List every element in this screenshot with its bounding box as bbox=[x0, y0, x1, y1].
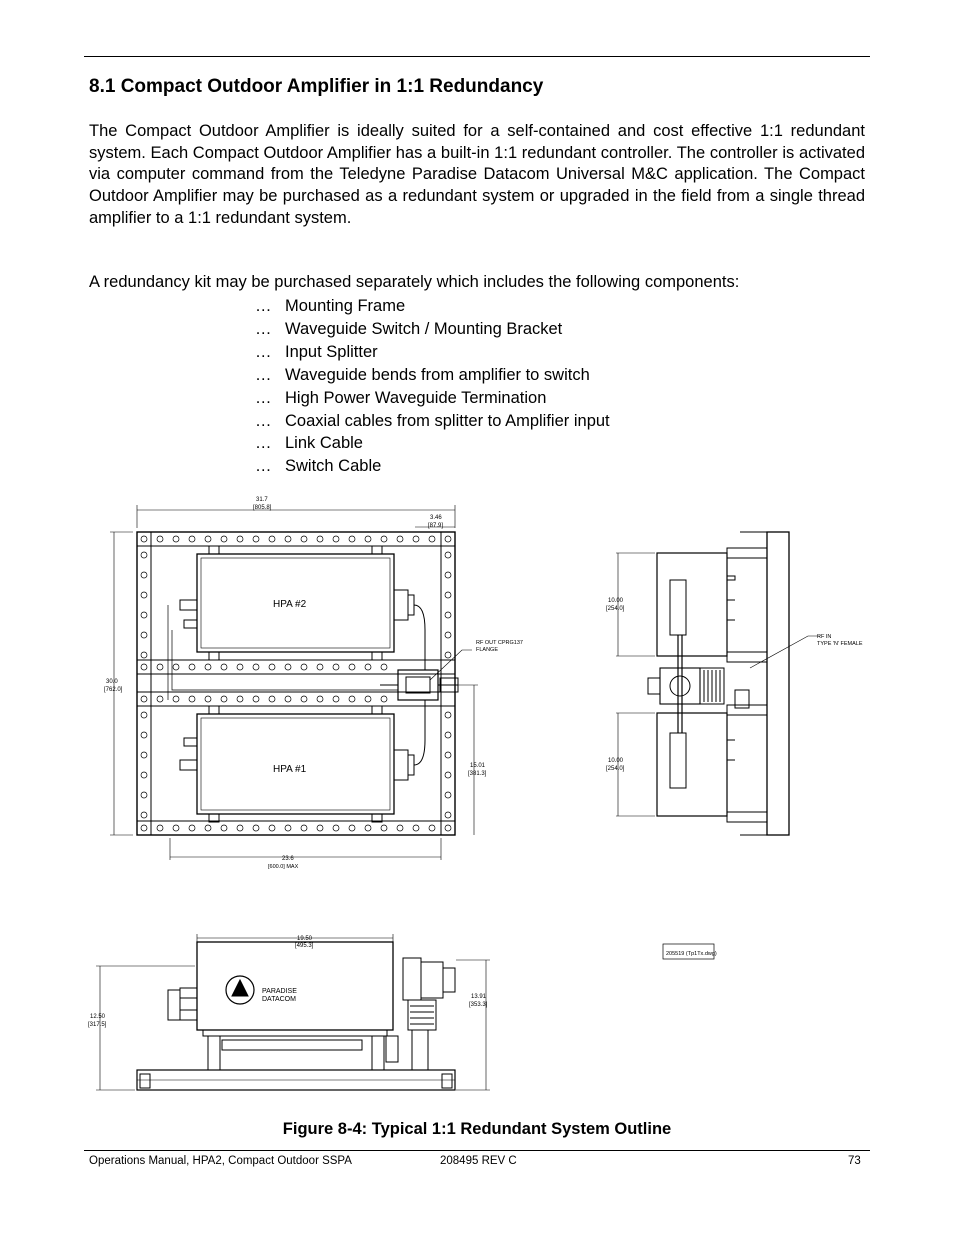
side-dim-bottom-mm: [254.0] bbox=[606, 766, 625, 772]
page-number: 73 bbox=[848, 1155, 861, 1167]
list-item: … Mounting Frame bbox=[255, 295, 610, 318]
list-item: … High Power Waveguide Termination bbox=[255, 387, 610, 410]
kit-intro-paragraph: A redundancy kit may be purchased separately which includes the following components: bbox=[89, 273, 740, 291]
footer-rule bbox=[84, 1150, 870, 1151]
dim-346-mm: [87.9] bbox=[428, 523, 444, 529]
section-title: 8.1 Compact Outdoor Amplifier in 1:1 Redundancy bbox=[89, 76, 544, 97]
flange-label: FLANGE bbox=[476, 647, 499, 653]
bullet-icon: … bbox=[255, 319, 272, 338]
side-dim-top: 10.00 bbox=[608, 598, 624, 604]
list-item: … Link Cable bbox=[255, 432, 610, 455]
side-dim-bottom: 10.00 bbox=[608, 758, 624, 764]
bullet-icon: … bbox=[255, 342, 272, 361]
dim-base-mm: [600.0] MAX bbox=[268, 864, 299, 870]
dim-base: 23.6 bbox=[282, 856, 294, 862]
rf-in-type-label: TYPE 'N' FEMALE bbox=[817, 641, 863, 647]
bullet-icon: … bbox=[255, 411, 272, 430]
bullet-icon: … bbox=[255, 457, 272, 476]
dim-1250-mm: [317.5] bbox=[88, 1022, 107, 1028]
dim-width-mm: [805.8] bbox=[253, 505, 272, 511]
list-item: … Input Splitter bbox=[255, 341, 610, 364]
list-item: … Waveguide bends from amplifier to switch bbox=[255, 364, 610, 387]
footer-left: Operations Manual, HPA2, Compact Outdoor SSPA bbox=[89, 1155, 352, 1167]
list-item: … Waveguide Switch / Mounting Bracket bbox=[255, 318, 610, 341]
drawing-ref-label: 205519 (Tp1Tx.dwg) bbox=[666, 951, 717, 957]
elevation-view bbox=[88, 934, 490, 1090]
logo-text-line1: PARADISE bbox=[262, 988, 297, 995]
dim-1250: 12.50 bbox=[90, 1014, 106, 1020]
dim-1950: 19.50 bbox=[297, 936, 313, 942]
figure-caption: Figure 8-4: Typical 1:1 Redundant System Outline bbox=[282, 1120, 672, 1138]
list-item: … Coaxial cables from splitter to Amplifier input bbox=[255, 410, 610, 433]
dim-1391: 13.91 bbox=[471, 994, 487, 1000]
front-view bbox=[104, 497, 523, 870]
dim-1391-mm: [353.3] bbox=[469, 1002, 488, 1008]
dim-height: 30.0 bbox=[106, 679, 118, 685]
rf-out-label: RF OUT CPRG137 bbox=[476, 640, 523, 646]
bullet-icon: … bbox=[255, 297, 272, 315]
rf-in-label: RF IN bbox=[817, 634, 832, 640]
footer-doc-number: 208495 REV C bbox=[440, 1155, 517, 1167]
dim-1501: 15.01 bbox=[470, 763, 486, 769]
dim-346: 3.46 bbox=[430, 515, 442, 521]
hpa2-label: HPA #2 bbox=[273, 599, 307, 610]
bullet-icon: … bbox=[255, 388, 272, 407]
side-view bbox=[606, 532, 863, 835]
side-dim-top-mm: [254.0] bbox=[606, 606, 625, 612]
list-item: … Switch Cable bbox=[255, 455, 610, 478]
intro-paragraph: The Compact Outdoor Amplifier is ideally suited for a self-contained and cost effective 1:1 redundant system. Each Compact Outdoor Amplifier has a built-in 1:1 redundant controller. The controller is activated via computer command from the Teledyne Paradise Datacom Universal M&C application. The Compact Outdoor Amplifier may be purchased as a redundant system or upgraded in the field from a single thread amplifier to a 1:1 redundant system. bbox=[89, 122, 865, 227]
bullet-icon: … bbox=[255, 434, 272, 453]
hpa1-label: HPA #1 bbox=[273, 764, 307, 775]
logo-text-line2: DATACOM bbox=[262, 996, 296, 1003]
dim-width: 31.7 bbox=[256, 497, 268, 503]
bullet-icon: … bbox=[255, 365, 272, 384]
dim-1501-mm: [381.3] bbox=[468, 771, 487, 777]
dim-height-mm: [762.0] bbox=[104, 687, 123, 693]
dim-1950-mm: [495.3] bbox=[295, 943, 314, 949]
